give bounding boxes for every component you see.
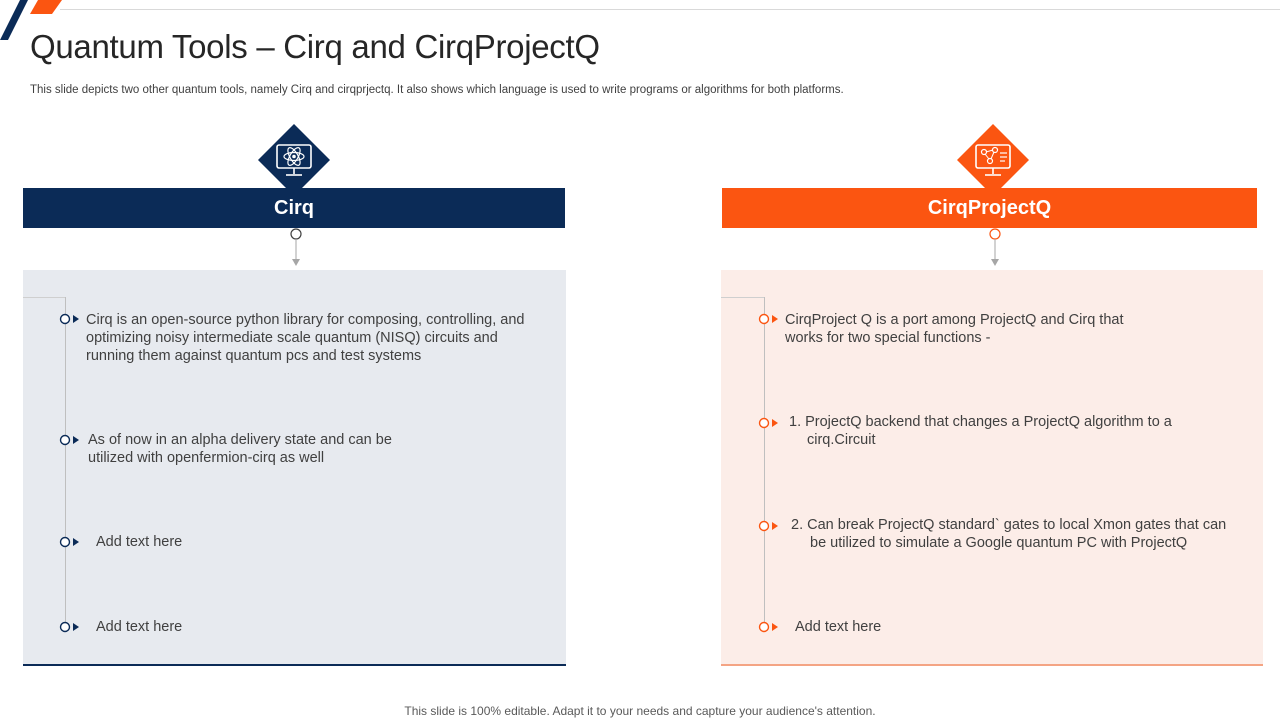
cirqprojectq-bullet-1 bbox=[758, 313, 780, 325]
atom-monitor-icon bbox=[258, 124, 330, 196]
cirq-timeline bbox=[65, 297, 66, 629]
cirq-item-3: Add text here bbox=[96, 534, 183, 550]
cirqprojectq-item-3: 2. Can break ProjectQ standard` gates to local Xmon gates that can be utilized to simulate a Google quantum PC with ProjectQ bbox=[791, 517, 1227, 551]
cirq-bullet-2 bbox=[59, 434, 81, 446]
page-title: Quantum Tools – Cirq and CirqProjectQ bbox=[30, 28, 600, 65]
cirq-item-2: As of now in an alpha delivery state and can be utilized with openfermion-cirq as well bbox=[88, 432, 392, 466]
cirqprojectq-item-2: 1. ProjectQ backend that changes a ProjectQ algorithm to a cirq.Circuit bbox=[789, 414, 1172, 448]
cirq-timeline-top bbox=[23, 297, 66, 298]
cirqprojectq-item-4: Add text here bbox=[795, 619, 882, 635]
cirqprojectq-timeline-top bbox=[721, 297, 765, 298]
cirqprojectq-bullet-3 bbox=[758, 520, 780, 532]
cirq-connector bbox=[286, 228, 306, 270]
cirqprojectq-header: CirqProjectQ bbox=[722, 188, 1257, 228]
cirqprojectq-item-1: CirqProject Q is a port among ProjectQ and Cirq that works for two special functions - bbox=[785, 312, 1124, 346]
network-monitor-icon bbox=[957, 124, 1029, 196]
footer-note: This slide is 100% editable. Adapt it to your needs and capture your audience's attention. bbox=[404, 704, 876, 718]
cirq-item-4: Add text here bbox=[96, 619, 183, 635]
cirq-bullet-3 bbox=[59, 536, 81, 548]
top-divider bbox=[60, 9, 1280, 10]
cirqprojectq-bullet-2 bbox=[758, 417, 780, 429]
cirqprojectq-bullet-4 bbox=[758, 621, 780, 633]
cirqprojectq-connector bbox=[985, 228, 1005, 270]
cirq-header: Cirq bbox=[23, 188, 565, 228]
cirq-bullet-4 bbox=[59, 621, 81, 633]
cirq-item-1: Cirq is an open-source python library for composing, controlling, and optimizing noisy intermediate scale quantum (NISQ) circuits and running them against quantum pcs and test systems bbox=[86, 312, 525, 364]
cirq-bullet-1 bbox=[59, 313, 81, 325]
page-subtitle: This slide depicts two other quantum tools, namely Cirq and cirqprjectq. It also shows which language is used to write programs or algorithms for both platforms. bbox=[30, 84, 844, 96]
cirqprojectq-timeline bbox=[764, 297, 765, 629]
